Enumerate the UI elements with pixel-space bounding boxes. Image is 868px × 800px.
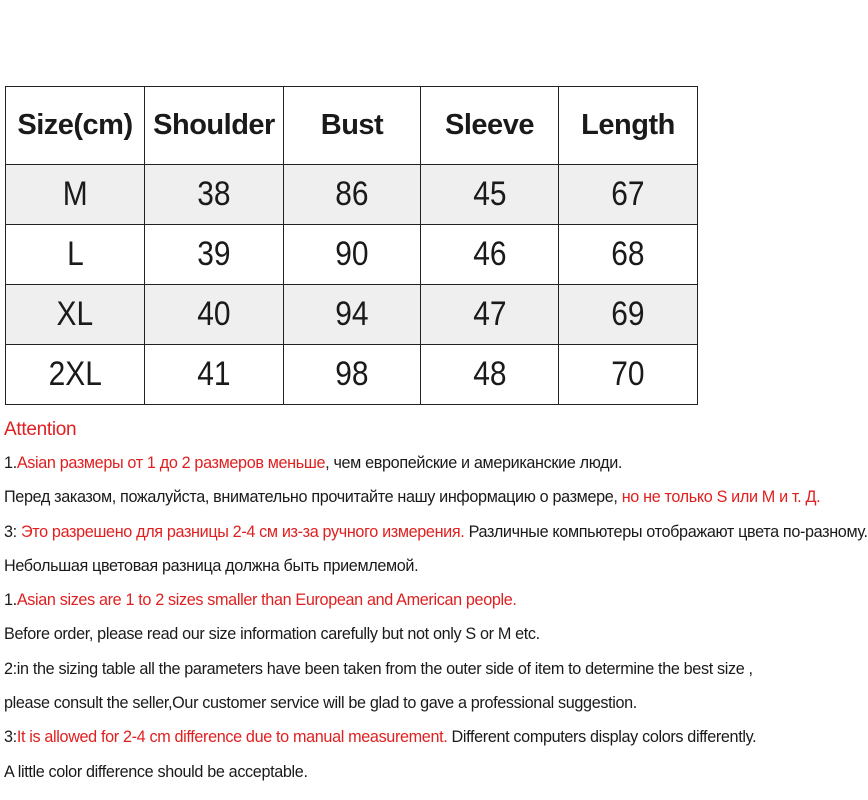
note-text: Before order, please read our size information carefully but not only S or M etc. [4, 625, 540, 644]
cell-value: 48 [472, 355, 507, 393]
note-line [4, 686, 796, 720]
note-text: 2:in the sizing table all the parameters have been taken from the outer side of item to determine the best size , [4, 659, 753, 678]
header-shoulder: Shoulder [145, 87, 284, 165]
table-cell [284, 345, 421, 405]
table-cell [6, 165, 145, 225]
note-highlight-text: Asian размеры от 1 до 2 размеров меньше [16, 454, 326, 472]
note-text: A little color difference should be acceptable. [4, 762, 308, 781]
header-size: Size(cm) [6, 87, 145, 165]
table-cell [284, 225, 421, 285]
note-line [4, 446, 796, 480]
table-cell [6, 285, 145, 345]
note-text: 1. [4, 591, 17, 610]
table-cell [145, 285, 284, 345]
note-line [4, 617, 796, 651]
cell-value: 70 [611, 355, 645, 393]
cell-value: 67 [611, 175, 645, 213]
table-row [6, 285, 698, 345]
cell-value: 40 [197, 295, 231, 333]
cell-value: 98 [335, 355, 369, 393]
note-lines [4, 446, 868, 789]
attention-heading: Attention [4, 419, 77, 440]
table-cell [559, 165, 698, 225]
table-cell [559, 345, 698, 405]
cell-value: 45 [472, 175, 507, 213]
cell-value: 68 [611, 235, 645, 273]
table-cell [559, 225, 698, 285]
size-notes [4, 414, 868, 789]
note-text: Небольшая цветовая разница должна быть приемлемой. [4, 556, 419, 575]
cell-value: M [62, 175, 88, 213]
note-text: 1. [4, 454, 17, 472]
note-highlight-text: но не только S или M и т. Д. [621, 488, 821, 507]
note-text: , чем европейские и американские люди. [325, 454, 623, 472]
table-cell [6, 225, 145, 285]
note-line [4, 755, 796, 789]
cell-value: 47 [472, 295, 507, 333]
table-cell [6, 345, 145, 405]
note-highlight-text: It is allowed for 2-4 cm difference due to manual measurement. [16, 728, 448, 747]
table-cell [284, 165, 421, 225]
cell-value: 90 [335, 235, 369, 273]
table-row [6, 345, 698, 405]
note-text: 3: [4, 728, 17, 747]
note-highlight-text: Это разрешено для разницы 2-4 см из-за ручного измерения. [20, 522, 465, 541]
note-text: please consult the seller,Our customer service will be glad to gave a professional suggestion. [4, 694, 637, 713]
note-text: Different computers display colors differently. [447, 728, 757, 747]
note-line [4, 720, 796, 754]
cell-value: 38 [197, 175, 231, 213]
table-row [6, 225, 698, 285]
header-sleeve: Sleeve [421, 87, 559, 165]
table-cell [421, 285, 559, 345]
header-length: Length [559, 87, 698, 165]
cell-value: 41 [197, 355, 231, 393]
cell-value: XL [56, 295, 94, 333]
table-header-row [6, 87, 698, 165]
note-text: Различные компьютеры отображают цвета по-разному. [464, 522, 868, 541]
cell-value: 94 [335, 295, 369, 333]
table-cell [284, 285, 421, 345]
header-bust: Bust [284, 87, 421, 165]
table-cell [145, 345, 284, 405]
size-chart-table [5, 86, 698, 405]
note-text: Перед заказом, пожалуйста, внимательно прочитайте нашу информацию о размере, [4, 488, 622, 507]
cell-value: 69 [611, 295, 645, 333]
note-line [4, 480, 821, 514]
note-line [4, 515, 868, 549]
cell-value: 39 [197, 235, 231, 273]
cell-value: L [66, 235, 84, 273]
cell-value: 86 [335, 175, 369, 213]
note-highlight-text: Asian sizes are 1 to 2 sizes smaller than European and American people. [16, 591, 517, 610]
cell-value: 46 [472, 235, 507, 273]
cell-value: 2XL [48, 355, 102, 393]
table-cell [145, 225, 284, 285]
note-text: 3: [4, 522, 21, 541]
table-cell [421, 345, 559, 405]
table-cell [421, 165, 559, 225]
table-cell [421, 225, 559, 285]
note-line [4, 549, 796, 583]
note-line [4, 652, 796, 686]
table-cell [559, 285, 698, 345]
note-line [4, 583, 796, 617]
table-row [6, 165, 698, 225]
table-cell [145, 165, 284, 225]
